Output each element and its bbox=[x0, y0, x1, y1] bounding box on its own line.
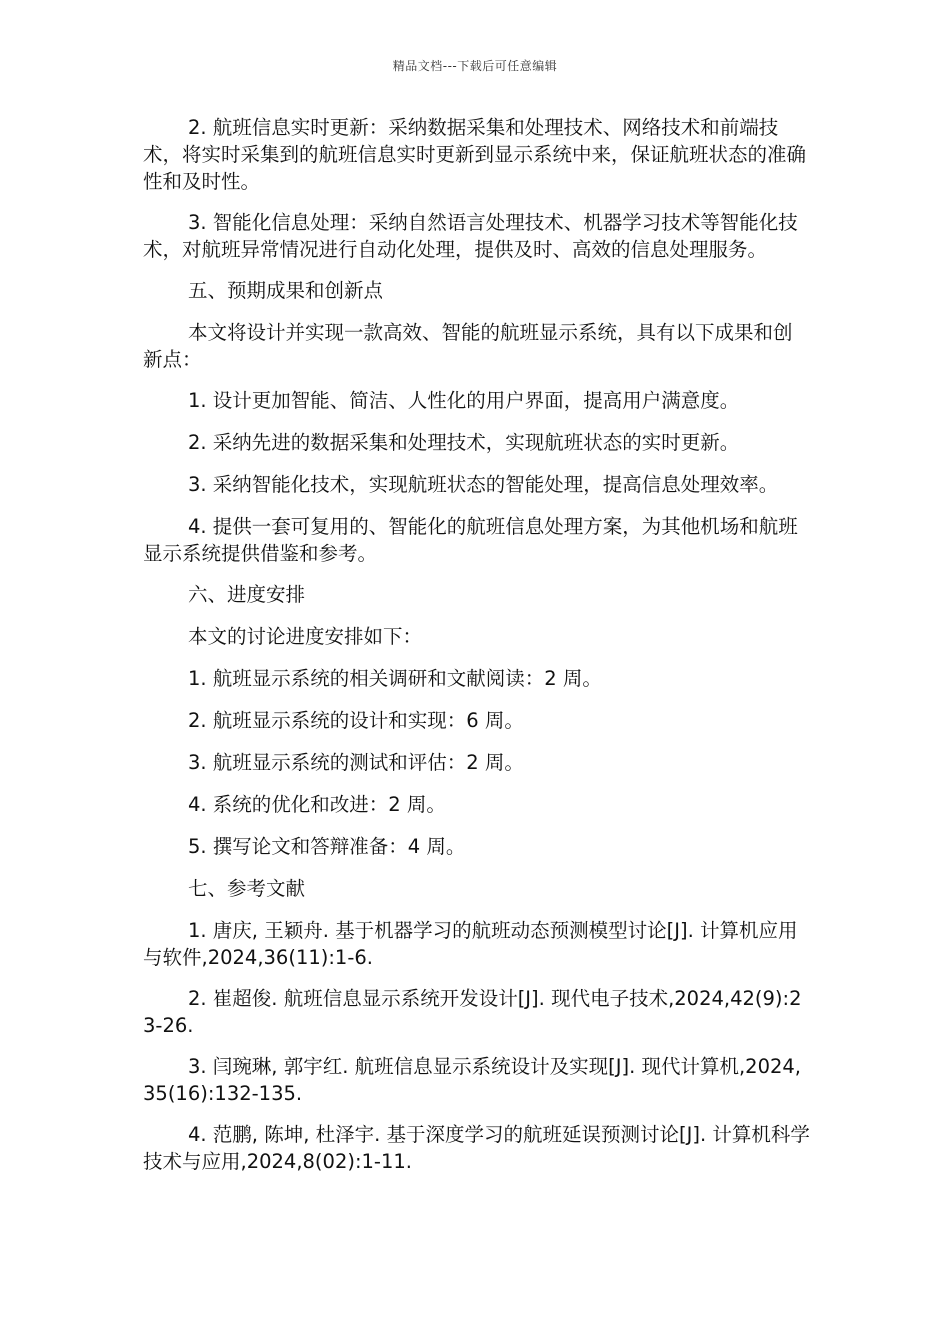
section-heading-schedule: 六、进度安排 bbox=[188, 583, 306, 606]
list-item-result-2: 2. 采纳先进的数据采集和处理技术，实现航班状态的实时更新。 bbox=[188, 431, 740, 454]
paragraph-intelligent-processing: 3. 智能化信息处理：采纳自然语言处理技术、机器学习技术等智能化技术，对航班异常情况进行自动化处理，提供及时、高效的信息处理服务。 bbox=[143, 211, 798, 261]
reference-item-4: 4. 范鹏, 陈坤, 杜泽宇. 基于深度学习的航班延误预测讨论[J]. 计算机科学技术与应用,2024,8(02):1-11. bbox=[143, 1123, 810, 1173]
paragraph-realtime-update: 2. 航班信息实时更新：采纳数据采集和处理技术、网络技术和前端技术，将实时采集到的航班信息实时更新到显示系统中来，保证航班状态的准确性和及时性。 bbox=[143, 116, 807, 193]
section-heading-references: 七、参考文献 bbox=[188, 877, 306, 900]
paragraph-schedule-intro: 本文的讨论进度安排如下： bbox=[188, 625, 423, 648]
list-item-result-1: 1. 设计更加智能、简洁、人性化的用户界面，提高用户满意度。 bbox=[188, 389, 740, 412]
list-item-schedule-1: 1. 航班显示系统的相关调研和文献阅读：2 周。 bbox=[188, 667, 602, 690]
reference-item-3: 3. 闫琬琳, 郭宇红. 航班信息显示系统设计及实现[J]. 现代计算机,2024,35(16):132-135. bbox=[143, 1055, 801, 1105]
list-item-result-3: 3. 采纳智能化技术，实现航班状态的智能处理，提高信息处理效率。 bbox=[188, 473, 779, 496]
list-item-schedule-2: 2. 航班显示系统的设计和实现：6 周。 bbox=[188, 709, 524, 732]
list-item-schedule-3: 3. 航班显示系统的测试和评估：2 周。 bbox=[188, 751, 524, 774]
reference-item-1: 1. 唐庆, 王颖舟. 基于机器学习的航班动态预测模型讨论[J]. 计算机应用与软件,2024,36(11):1-6. bbox=[143, 919, 798, 969]
list-item-result-4: 4. 提供一套可复用的、智能化的航班信息处理方案，为其他机场和航班显示系统提供借鉴和参考。 bbox=[143, 515, 798, 565]
section-heading-expected-results: 五、预期成果和创新点 bbox=[188, 279, 384, 302]
reference-item-2: 2. 崔超俊. 航班信息显示系统开发设计[J]. 现代电子技术,2024,42(9):23-26. bbox=[143, 987, 802, 1037]
page-header: 精品文档---下载后可任意编辑 bbox=[392, 59, 558, 73]
list-item-schedule-4: 4. 系统的优化和改进：2 周。 bbox=[188, 793, 446, 816]
list-item-schedule-5: 5. 撰写论文和答辩准备：4 周。 bbox=[188, 835, 466, 858]
document-body bbox=[143, 114, 811, 1189]
paragraph-results-intro: 本文将设计并实现一款高效、智能的航班显示系统，具有以下成果和创新点： bbox=[143, 321, 793, 371]
